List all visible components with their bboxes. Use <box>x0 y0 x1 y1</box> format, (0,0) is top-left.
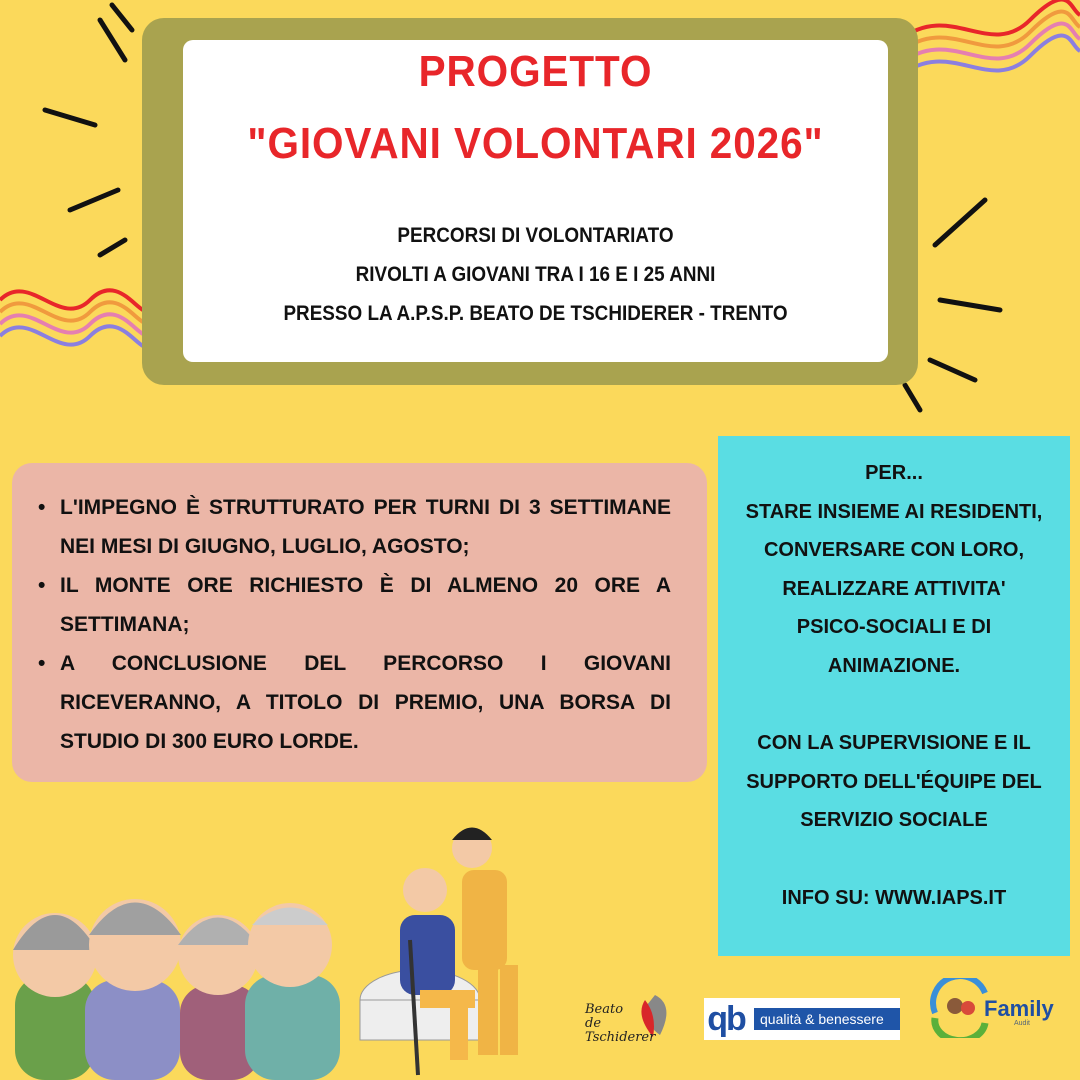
purpose-line: ANIMAZIONE. <box>827 654 961 677</box>
purpose-line: CON LA SUPERVISIONE E IL <box>757 732 1031 755</box>
details-list <box>38 488 671 761</box>
family-logo-text: Family <box>984 996 1054 1021</box>
wavy-lines-right <box>900 0 1080 76</box>
beato-logo <box>585 985 675 1045</box>
family-emblem-icon <box>930 978 990 1038</box>
purpose-line: STARE INSIEME AI RESIDENTI, <box>745 500 1043 523</box>
details-box <box>12 463 707 782</box>
title-card <box>183 40 888 362</box>
details-item: • A CONCLUSIONE DEL PERCORSO I GIOVANI RICEVERANNO, A TITOLO DI PREMIO, UNA BORSA DI STUDIO DI 300 EURO LORDE. <box>38 644 671 761</box>
caregiver-illustration <box>360 828 518 1076</box>
details-item: • IL MONTE ORE RICHIESTO È DI ALMENO 20 ORE A SETTIMANA; <box>38 566 671 644</box>
sunburst-rays-left <box>45 5 132 255</box>
sunburst-rays-right <box>905 200 1000 410</box>
wavy-lines-left <box>0 290 150 347</box>
info-link[interactable]: INFO SU: WWW.IAPS.IT <box>781 886 1007 909</box>
purpose-line: REALIZZARE ATTIVITA' <box>782 577 1006 600</box>
family-audit-logo <box>930 978 1060 1038</box>
subtitle <box>218 216 853 333</box>
purpose-line: SERVIZIO SOCIALE <box>800 809 988 832</box>
purpose-line <box>718 686 1070 725</box>
qb-logo-text: qualità & benessere <box>754 1008 900 1030</box>
purpose-line: SUPPORTO DELL'ÉQUIPE DEL <box>746 770 1042 793</box>
qb-logo-mark: qb <box>707 999 745 1038</box>
details-item: • L'IMPEGNO È STRUTTURATO PER TURNI DI 3 SETTIMANE NEI MESI DI GIUGNO, LUGLIO, AGOSTO; <box>38 488 671 566</box>
family-logo-sub: Audit <box>1014 1020 1030 1027</box>
title-line-2: "GIOVANI VOLONTARI 2026" <box>247 119 824 168</box>
purpose-line: CONVERSARE CON LORO, <box>763 539 1025 562</box>
elderly-group-illustration <box>13 899 340 1080</box>
beato-logo-line1: Beato <box>585 1002 624 1017</box>
purpose-box <box>718 436 1070 956</box>
subtitle-line: PERCORSI DI VOLONTARIATO <box>397 224 674 247</box>
beato-logo-line2: de Tschiderer <box>585 1016 656 1045</box>
purpose-line: PER... <box>865 462 923 484</box>
subtitle-line: RIVOLTI A GIOVANI TRA I 16 E I 25 ANNI <box>355 263 716 286</box>
subtitle-line: PRESSO LA A.P.S.P. BEATO DE TSCHIDERER - TRENTO <box>283 302 788 325</box>
title-line-1: PROGETTO <box>418 47 653 96</box>
purpose-line <box>718 840 1070 879</box>
qb-logo <box>704 998 900 1040</box>
purpose-line: PSICO-SOCIALI E DI <box>796 616 992 639</box>
